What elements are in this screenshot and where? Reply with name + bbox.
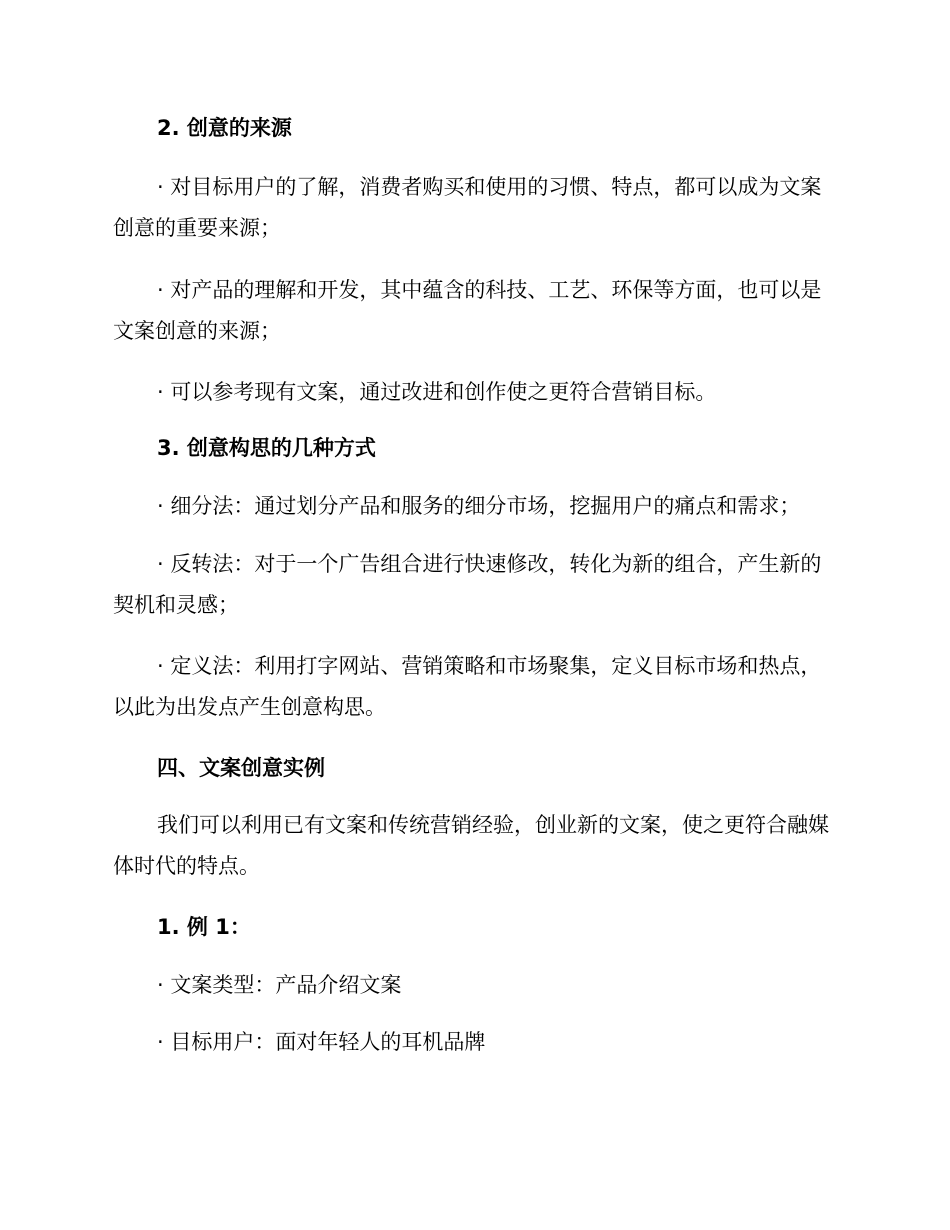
bullet-paragraph-target-audience: · 目标用户：面对年轻人的耳机品牌 bbox=[157, 1030, 486, 1054]
bullet-paragraph-target-users: · 对目标用户的了解，消费者购买和使用的习惯、特点，都可以成为文案创意的重要来源； bbox=[113, 175, 822, 240]
section-heading-creative-sources: 2. 创意的来源 bbox=[157, 116, 292, 140]
section-heading-examples: 四、文案创意实例 bbox=[157, 756, 325, 780]
bullet-paragraph-definition: · 定义法：利用打字网站、营销策略和市场聚集，定义目标市场和热点，以此为出发点产生创意构思。 bbox=[113, 654, 822, 719]
subheading-example-1: 1. 例 1： bbox=[157, 915, 251, 939]
bullet-paragraph-copy-type: · 文案类型：产品介绍文案 bbox=[157, 973, 402, 997]
bullet-paragraph-product-understanding: · 对产品的理解和开发，其中蕴含的科技、工艺、环保等方面，也可以是文案创意的来源； bbox=[113, 278, 822, 343]
body-paragraph-examples-intro: 我们可以利用已有文案和传统营销经验，创业新的文案，使之更符合融媒体时代的特点。 bbox=[113, 813, 829, 878]
bullet-paragraph-reference-copy: · 可以参考现有文案，通过改进和创作使之更符合营销目标。 bbox=[157, 380, 717, 404]
section-heading-ideation-methods: 3. 创意构思的几种方式 bbox=[157, 436, 376, 460]
bullet-paragraph-segmentation: · 细分法：通过划分产品和服务的细分市场，挖掘用户的痛点和需求； bbox=[157, 494, 801, 518]
bullet-paragraph-reversal: · 反转法：对于一个广告组合进行快速修改，转化为新的组合，产生新的契机和灵感； bbox=[113, 552, 822, 617]
